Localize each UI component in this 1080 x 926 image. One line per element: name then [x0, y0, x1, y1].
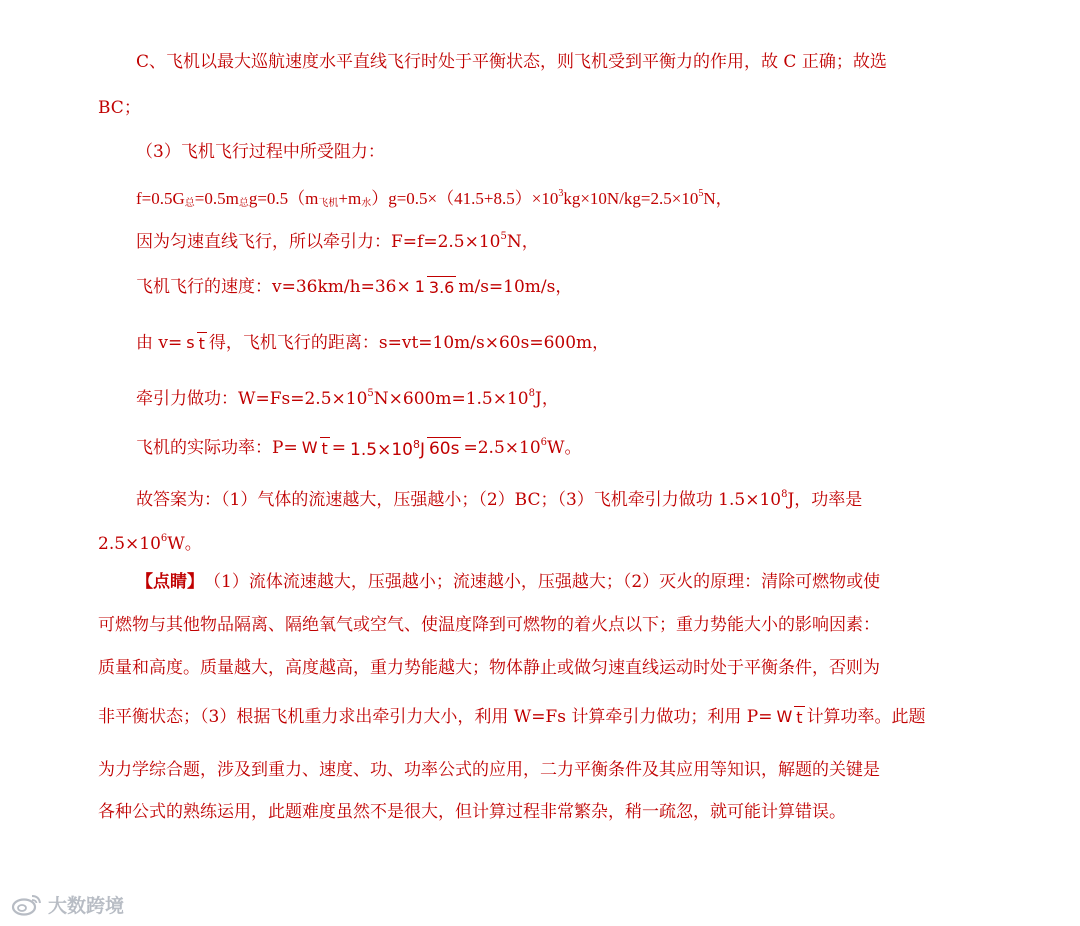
text: 因为匀速直线飞行，所以牵引力：F=f=2.5×10 [136, 231, 501, 252]
fraction-denominator: t [796, 708, 803, 727]
text: 为力学综合题，涉及到重力、速度、功、功率公式的应用，二力平衡条件及其应用等知识，解题的关键是 [98, 759, 880, 780]
text: 各种公式的熟练运用，此题难度虽然不是很大，但计算过程非常繁杂，稍一疏忽，就可能计算错误。 [98, 801, 846, 822]
text: 2.5×10 [98, 533, 161, 554]
fraction [300, 437, 330, 458]
paragraph-line [98, 96, 141, 119]
fraction-numerator: W [776, 706, 793, 726]
text: = [331, 437, 347, 458]
paragraph-line [98, 656, 880, 679]
text: C、飞机以最大巡航速度水平直线飞行时处于平衡状态，则飞机受到平衡力的作用，故 C 正确；故选 [136, 51, 887, 72]
text: 1.5×10 [350, 439, 413, 460]
paragraph-line [136, 383, 559, 410]
fraction [774, 706, 804, 727]
superscript: 5 [698, 188, 704, 199]
paragraph-line [136, 418, 582, 468]
superscript: 5 [500, 231, 507, 242]
text: W。 [167, 533, 202, 554]
fraction [413, 276, 457, 297]
text: 非平衡状态；（3）根据飞机重力求出牵引力大小，利用 W=Fs 计算牵引力做功；利用 P= [98, 706, 773, 727]
fraction-denominator: t [321, 439, 328, 458]
text: 得，飞机飞行的距离：s=vt=10m/s×60s=600m， [208, 332, 610, 353]
text: N×600m=1.5×10 [373, 388, 529, 409]
subscript: 飞机 [318, 198, 339, 209]
fraction-denominator: t [198, 334, 205, 353]
text: 飞机飞行的速度：v=36km/h=36× [136, 276, 411, 297]
paragraph-line [98, 613, 880, 636]
text: N， [506, 231, 539, 252]
paragraph-line [136, 484, 862, 511]
paragraph-line [136, 570, 880, 593]
fraction [348, 435, 461, 461]
subscript: 总 [238, 198, 249, 209]
text: 飞机的实际功率：P= [136, 437, 298, 458]
fraction-denominator: 60s [428, 438, 460, 459]
text: 可燃物与其他物品隔离、隔绝氧气或空气、使温度降到可燃物的着火点以下；重力势能大小的影响因素： [98, 614, 880, 635]
fraction [184, 332, 207, 353]
paragraph-line [98, 800, 846, 823]
superscript: 8 [412, 437, 420, 451]
text: m/s=10m/s， [458, 276, 573, 297]
superscript: 8 [528, 388, 535, 399]
superscript: 6 [160, 533, 168, 544]
text: J，功率是 [787, 489, 863, 510]
text: 牵引力做功：W=Fs=2.5×10 [136, 388, 368, 409]
text: 故答案为：（1）气体的流速越大，压强越小；（2）BC；（3）飞机牵引力做功 1.5×10 [136, 489, 782, 510]
fraction-denominator: 3.6 [428, 278, 455, 297]
text: =2.5×10 [463, 437, 541, 458]
paragraph-line [136, 140, 385, 163]
paragraph-line [98, 692, 926, 740]
watermark-text: 大数跨境 [48, 894, 125, 917]
text: +m [338, 189, 362, 209]
superscript: 3 [558, 188, 564, 199]
text: J， [535, 388, 559, 409]
fraction-numerator: s [186, 332, 195, 352]
weibo-logo-icon [10, 892, 44, 916]
paragraph-line [136, 226, 539, 253]
tip-tag: 【点睛】 [136, 571, 204, 592]
text: f=0.5G [136, 189, 185, 209]
text: g=0.5（m [248, 189, 319, 209]
text: （1）流体流速越大，压强越小；流速越小，压强越大；（2）灭火的原理：清除可燃物或使 [204, 571, 881, 592]
subscript: 总 [184, 198, 195, 209]
text: kg×10N/kg=2.5×10 [563, 189, 699, 209]
formula-line [136, 183, 733, 215]
paragraph-line [98, 528, 202, 555]
fraction-numerator: W [301, 437, 318, 457]
paragraph-line [136, 260, 572, 312]
superscript: 5 [367, 388, 374, 399]
paragraph-line [98, 758, 880, 781]
fraction-numerator [348, 435, 427, 461]
superscript: 8 [781, 489, 788, 500]
fraction-numerator: 1 [414, 276, 425, 296]
watermark [10, 890, 124, 918]
text: BC； [98, 97, 141, 118]
text: 质量和高度。质量越大，高度越高，重力势能越大；物体静止或做匀速直线运动时处于平衡条件，否则为 [98, 657, 880, 678]
text: =0.5m [194, 189, 239, 209]
subscript: 水 [361, 198, 372, 209]
text: J [419, 439, 425, 460]
superscript: 6 [540, 437, 548, 448]
text: 计算功率。此题 [806, 706, 926, 727]
text: W。 [547, 437, 582, 458]
text: （3）飞机飞行过程中所受阻力： [136, 141, 385, 162]
text: 由 v= [136, 332, 183, 353]
paragraph-line [136, 318, 609, 366]
text: ）g=0.5×（41.5+8.5）×10 [371, 189, 559, 209]
text: N， [703, 189, 733, 209]
paragraph-line [136, 50, 887, 73]
